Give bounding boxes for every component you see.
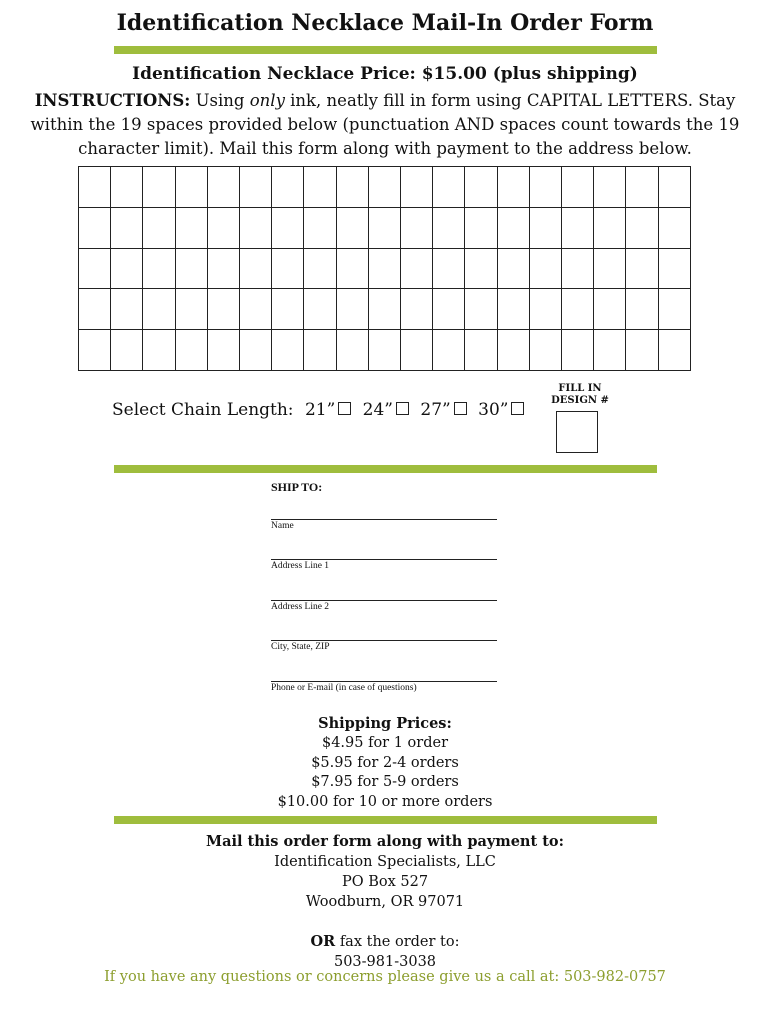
letter-cell[interactable] bbox=[143, 330, 175, 371]
letter-cell[interactable] bbox=[465, 167, 497, 208]
letter-cell[interactable] bbox=[304, 167, 336, 208]
letter-cell[interactable] bbox=[594, 167, 626, 208]
contact-line: If you have any questions or concerns please give us a call at: 503-982-0757 bbox=[104, 969, 666, 985]
letter-cell[interactable] bbox=[433, 207, 465, 248]
mail-to-city: Woodburn, OR 97071 bbox=[305, 894, 465, 910]
letter-cell[interactable] bbox=[240, 330, 272, 371]
letter-cell[interactable] bbox=[207, 289, 239, 330]
letter-cell[interactable] bbox=[658, 167, 690, 208]
letter-cell[interactable] bbox=[304, 207, 336, 248]
letter-cell[interactable] bbox=[562, 207, 594, 248]
chain-length-label: Select Chain Length: bbox=[112, 400, 294, 420]
letter-grid-row bbox=[79, 167, 691, 208]
letter-cell[interactable] bbox=[272, 248, 304, 289]
letter-cell[interactable] bbox=[111, 207, 143, 248]
letter-cell[interactable] bbox=[207, 248, 239, 289]
letter-cell[interactable] bbox=[304, 289, 336, 330]
letter-cell[interactable] bbox=[529, 289, 561, 330]
letter-cell[interactable] bbox=[143, 207, 175, 248]
letter-cell[interactable] bbox=[594, 207, 626, 248]
shipping-prices bbox=[0, 714, 770, 813]
chain-option-27-label: 27” bbox=[420, 400, 451, 420]
letter-cell[interactable] bbox=[111, 289, 143, 330]
fax-or-label: OR bbox=[310, 933, 336, 950]
letter-cell[interactable] bbox=[594, 330, 626, 371]
letter-cell[interactable] bbox=[562, 167, 594, 208]
fax-text: fax the order to: bbox=[339, 934, 460, 950]
letter-cell[interactable] bbox=[433, 248, 465, 289]
letter-cell[interactable] bbox=[111, 248, 143, 289]
fax-number: 503-981-3038 bbox=[333, 954, 437, 970]
design-label-line1: FILL IN bbox=[558, 383, 602, 394]
letter-cell[interactable] bbox=[433, 167, 465, 208]
letter-cell[interactable] bbox=[240, 248, 272, 289]
letter-cell[interactable] bbox=[529, 330, 561, 371]
instructions-text-2: ink, neatly fill in form using CAPITAL LETTERS. Stay within the 19 spaces provided below (punctuation AND spaces count towards the 19 character limit). Mail this form along with payment to the address below. bbox=[30, 91, 740, 158]
letter-cell[interactable] bbox=[497, 167, 529, 208]
letter-cell[interactable] bbox=[626, 207, 658, 248]
letter-cell[interactable] bbox=[626, 289, 658, 330]
letter-cell[interactable] bbox=[336, 289, 368, 330]
letter-cell[interactable] bbox=[336, 167, 368, 208]
letter-cell[interactable] bbox=[175, 248, 207, 289]
letter-cell[interactable] bbox=[207, 330, 239, 371]
letter-grid-row bbox=[79, 207, 691, 248]
ship-to-heading: SHIP TO: bbox=[271, 480, 323, 494]
letter-cell[interactable] bbox=[433, 330, 465, 371]
letter-cell[interactable] bbox=[175, 207, 207, 248]
letter-cell[interactable] bbox=[401, 207, 433, 248]
chain-option-27[interactable] bbox=[420, 400, 466, 420]
chain-option-30[interactable] bbox=[478, 400, 524, 420]
letter-cell[interactable] bbox=[79, 167, 111, 208]
letter-cell[interactable] bbox=[304, 330, 336, 371]
letter-cell[interactable] bbox=[594, 248, 626, 289]
letter-grid-row bbox=[79, 248, 691, 289]
divider-bar-top bbox=[114, 46, 657, 54]
letter-cell[interactable] bbox=[368, 167, 400, 208]
design-label-line2: DESIGN # bbox=[551, 395, 609, 406]
letter-cell[interactable] bbox=[562, 330, 594, 371]
checkbox-27[interactable] bbox=[454, 402, 467, 415]
letter-cell[interactable] bbox=[401, 289, 433, 330]
divider-bar-middle bbox=[114, 465, 657, 473]
letter-cell[interactable] bbox=[111, 167, 143, 208]
name-field-label: Name bbox=[271, 521, 294, 531]
letter-cell[interactable] bbox=[143, 289, 175, 330]
shipping-prices-heading: Shipping Prices: bbox=[318, 715, 452, 732]
letter-cell[interactable] bbox=[465, 289, 497, 330]
instructions bbox=[6, 89, 764, 161]
letter-cell[interactable] bbox=[368, 289, 400, 330]
letter-cell[interactable] bbox=[658, 248, 690, 289]
letter-cell[interactable] bbox=[401, 167, 433, 208]
design-number-box[interactable] bbox=[556, 411, 598, 453]
letter-cell[interactable] bbox=[368, 207, 400, 248]
instructions-label: INSTRUCTIONS: bbox=[34, 91, 191, 110]
letter-cell[interactable] bbox=[529, 207, 561, 248]
letter-cell[interactable] bbox=[368, 248, 400, 289]
letter-cell[interactable] bbox=[207, 207, 239, 248]
letter-grid-row bbox=[79, 289, 691, 330]
letter-cell[interactable] bbox=[562, 289, 594, 330]
checkbox-30[interactable] bbox=[511, 402, 524, 415]
letter-cell[interactable] bbox=[626, 167, 658, 208]
letter-cell[interactable] bbox=[401, 330, 433, 371]
letter-cell[interactable] bbox=[529, 167, 561, 208]
design-label bbox=[546, 383, 614, 407]
letter-cell[interactable] bbox=[143, 248, 175, 289]
shipping-price-row: $10.00 for 10 or more orders bbox=[277, 794, 493, 811]
chain-option-21[interactable] bbox=[305, 400, 351, 420]
chain-option-21-label: 21” bbox=[304, 400, 336, 420]
mail-to-block bbox=[0, 832, 770, 972]
letter-cell[interactable] bbox=[562, 248, 594, 289]
letter-cell[interactable] bbox=[529, 248, 561, 289]
letter-cell[interactable] bbox=[658, 330, 690, 371]
name-field-line[interactable] bbox=[271, 519, 497, 520]
letter-cell[interactable] bbox=[111, 330, 143, 371]
fax-line bbox=[0, 932, 770, 952]
chain-option-30-label: 30” bbox=[478, 400, 509, 420]
letter-grid bbox=[78, 166, 691, 371]
mail-to-heading: Mail this order form along with payment to: bbox=[206, 833, 564, 850]
letter-cell[interactable] bbox=[336, 207, 368, 248]
letter-cell[interactable] bbox=[658, 289, 690, 330]
letter-cell[interactable] bbox=[497, 207, 529, 248]
letter-cell[interactable] bbox=[272, 207, 304, 248]
chain-length-selector bbox=[112, 400, 524, 420]
letter-cell[interactable] bbox=[626, 248, 658, 289]
letter-cell[interactable] bbox=[240, 167, 272, 208]
instructions-emphasis: only bbox=[249, 91, 285, 110]
letter-cell[interactable] bbox=[401, 248, 433, 289]
letter-cell[interactable] bbox=[240, 289, 272, 330]
letter-cell[interactable] bbox=[433, 289, 465, 330]
city-state-zip-label: City, State, ZIP bbox=[271, 642, 330, 652]
letter-cell[interactable] bbox=[594, 289, 626, 330]
letter-cell[interactable] bbox=[272, 167, 304, 208]
shipping-price-row: $7.95 for 5-9 orders bbox=[311, 774, 459, 791]
checkbox-24[interactable] bbox=[396, 402, 409, 415]
letter-cell[interactable] bbox=[240, 207, 272, 248]
chain-option-24-label: 24” bbox=[362, 400, 393, 420]
letter-grid-row bbox=[79, 330, 691, 371]
divider-bar-bottom bbox=[114, 816, 657, 824]
form-title: Identification Necklace Mail-In Order Form bbox=[116, 10, 654, 36]
letter-cell[interactable] bbox=[143, 167, 175, 208]
letter-cell[interactable] bbox=[497, 330, 529, 371]
mail-to-po-box: PO Box 527 bbox=[341, 874, 429, 890]
phone-email-field-line[interactable] bbox=[271, 681, 497, 682]
letter-cell[interactable] bbox=[207, 167, 239, 208]
city-state-zip-field-line[interactable] bbox=[271, 640, 497, 641]
letter-cell[interactable] bbox=[304, 248, 336, 289]
letter-cell[interactable] bbox=[79, 207, 111, 248]
address-line-1-label: Address Line 1 bbox=[271, 561, 330, 571]
letter-cell[interactable] bbox=[465, 330, 497, 371]
letter-cell[interactable] bbox=[336, 330, 368, 371]
letter-cell[interactable] bbox=[175, 289, 207, 330]
price-line: Identification Necklace Price: $15.00 (plus shipping) bbox=[132, 64, 638, 84]
letter-cell[interactable] bbox=[497, 248, 529, 289]
letter-cell[interactable] bbox=[465, 207, 497, 248]
letter-cell[interactable] bbox=[336, 248, 368, 289]
letter-cell[interactable] bbox=[465, 248, 497, 289]
letter-cell[interactable] bbox=[368, 330, 400, 371]
letter-cell[interactable] bbox=[79, 330, 111, 371]
letter-cell[interactable] bbox=[79, 289, 111, 330]
letter-cell[interactable] bbox=[272, 330, 304, 371]
checkbox-21[interactable] bbox=[338, 402, 351, 415]
address-line-2-field-line[interactable] bbox=[271, 600, 497, 601]
letter-cell[interactable] bbox=[175, 330, 207, 371]
chain-option-24[interactable] bbox=[363, 400, 409, 420]
address-line-2-label: Address Line 2 bbox=[271, 602, 330, 612]
letter-cell[interactable] bbox=[272, 289, 304, 330]
phone-email-label: Phone or E-mail (in case of questions) bbox=[271, 683, 417, 693]
letter-cell[interactable] bbox=[175, 167, 207, 208]
letter-cell[interactable] bbox=[658, 207, 690, 248]
mail-to-company: Identification Specialists, LLC bbox=[274, 854, 496, 870]
shipping-price-row: $4.95 for 1 order bbox=[321, 734, 449, 751]
shipping-price-row: $5.95 for 2-4 orders bbox=[311, 754, 459, 771]
address-line-1-field-line[interactable] bbox=[271, 559, 497, 560]
letter-cell[interactable] bbox=[79, 248, 111, 289]
letter-cell[interactable] bbox=[497, 289, 529, 330]
letter-cell[interactable] bbox=[626, 330, 658, 371]
instructions-text-1: Using bbox=[195, 91, 245, 110]
